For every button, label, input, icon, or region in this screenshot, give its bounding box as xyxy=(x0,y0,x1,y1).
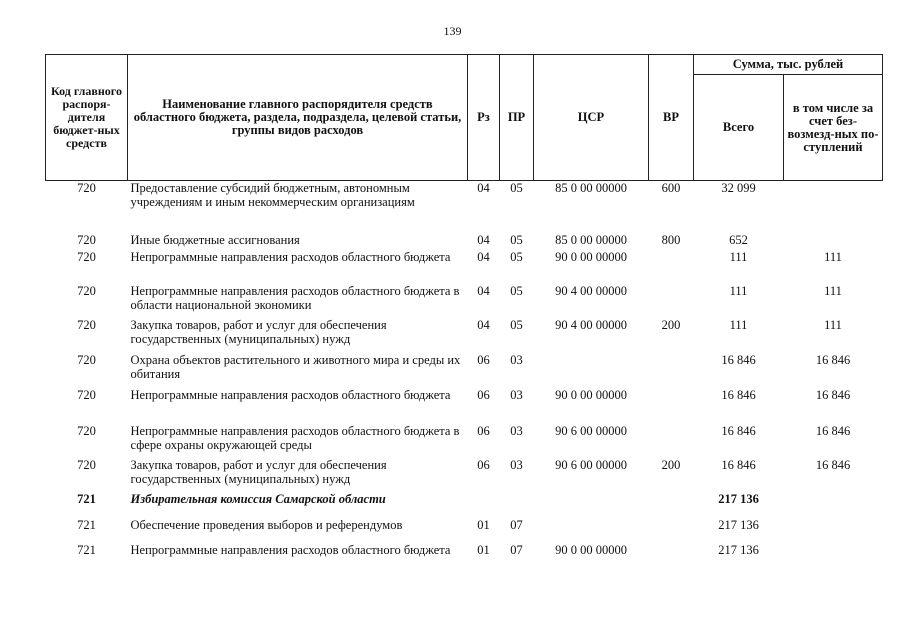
cell-pr: 07 xyxy=(510,517,523,532)
cell-free: 16 846 xyxy=(815,387,851,402)
cell-csr: 90 6 00 00000 xyxy=(555,423,627,438)
cell-name: Непрограммные направления расходов областного бюджета xyxy=(130,249,451,264)
cell-csr xyxy=(534,492,649,518)
cell-vr xyxy=(649,518,694,543)
table-body xyxy=(46,181,883,577)
cell-name: Обеспечение проведения выборов и референдумов xyxy=(130,517,403,532)
header-rz: Рз xyxy=(468,55,500,181)
cell-name: Непрограммные направления расходов областного бюджета xyxy=(130,542,451,557)
table-row xyxy=(46,284,883,318)
cell-code: 721 xyxy=(77,517,96,532)
cell-pr: 05 xyxy=(510,249,523,264)
cell-name: Непрограммные направления расходов областного бюджета в сфере охраны окружающей среды xyxy=(130,423,460,452)
cell-vr xyxy=(649,492,694,518)
cell-total: 111 xyxy=(729,249,748,264)
cell-vr xyxy=(649,353,694,388)
table-row xyxy=(46,388,883,424)
header-csr: ЦСР xyxy=(534,55,649,181)
header-pr: ПР xyxy=(500,55,534,181)
cell-csr: 90 0 00 00000 xyxy=(555,542,627,557)
cell-pr: 03 xyxy=(510,387,523,402)
cell-total: 16 846 xyxy=(721,423,756,438)
header-name: Наименование главного распорядителя средств областного бюджета, раздела, подраздела, целевой статьи, группы видов расходов xyxy=(128,55,468,181)
cell-rz xyxy=(468,492,500,518)
cell-code: 720 xyxy=(77,283,96,298)
cell-vr xyxy=(649,250,694,284)
cell-vr xyxy=(649,424,694,458)
table-row xyxy=(46,233,883,250)
cell-pr: 07 xyxy=(510,542,523,557)
cell-code: 720 xyxy=(77,423,96,438)
cell-name: Избирательная комиссия Самарской области xyxy=(130,491,386,506)
table-header xyxy=(46,55,883,181)
header-free: в том числе за счет без-возмезд-ных по-ступлений xyxy=(784,75,883,181)
cell-vr xyxy=(649,543,694,577)
cell-csr: 90 0 00 00000 xyxy=(555,249,627,264)
cell-total: 217 136 xyxy=(718,491,759,506)
cell-pr xyxy=(500,492,534,518)
cell-csr xyxy=(534,353,649,388)
cell-vr xyxy=(649,284,694,318)
cell-csr: 85 0 00 00000 xyxy=(555,181,627,195)
table-row xyxy=(46,318,883,353)
table-row xyxy=(46,250,883,284)
cell-pr: 03 xyxy=(510,352,523,367)
cell-rz: 01 xyxy=(477,542,490,557)
table-row xyxy=(46,458,883,492)
cell-vr: 200 xyxy=(661,457,681,472)
cell-code: 720 xyxy=(77,181,96,195)
cell-free: 111 xyxy=(824,283,842,298)
cell-name: Иные бюджетные ассигнования xyxy=(130,232,300,247)
cell-rz: 06 xyxy=(477,423,490,438)
cell-csr: 85 0 00 00000 xyxy=(555,232,627,247)
cell-rz: 06 xyxy=(477,387,490,402)
cell-name: Закупка товаров, работ и услуг для обеспечения государственных (муниципальных) нужд xyxy=(130,317,387,346)
cell-rz: 06 xyxy=(477,457,490,472)
table-row xyxy=(46,181,883,233)
cell-rz: 04 xyxy=(477,181,490,195)
cell-code: 720 xyxy=(77,387,96,402)
cell-free xyxy=(784,492,883,518)
cell-total: 217 136 xyxy=(718,542,759,557)
cell-pr: 05 xyxy=(510,181,523,195)
cell-free: 111 xyxy=(824,249,842,264)
cell-csr xyxy=(534,518,649,543)
cell-pr: 05 xyxy=(510,232,523,247)
cell-vr: 600 xyxy=(661,181,681,195)
cell-code: 720 xyxy=(77,317,96,332)
cell-name: Закупка товаров, работ и услуг для обеспечения государственных (муниципальных) нужд xyxy=(130,457,387,486)
cell-name: Непрограммные направления расходов областного бюджета в области национальной экономики xyxy=(130,283,460,312)
cell-name: Непрограммные направления расходов областного бюджета xyxy=(130,387,451,402)
cell-code: 720 xyxy=(77,249,96,264)
cell-free xyxy=(784,233,883,250)
cell-csr: 90 6 00 00000 xyxy=(555,457,627,472)
cell-total: 652 xyxy=(729,232,748,247)
cell-csr: 90 4 00 00000 xyxy=(555,283,627,298)
cell-total: 16 846 xyxy=(721,352,756,367)
cell-csr: 90 4 00 00000 xyxy=(555,317,627,332)
cell-free: 111 xyxy=(824,317,842,332)
cell-rz: 04 xyxy=(477,232,490,247)
budget-table xyxy=(45,54,883,577)
cell-code: 721 xyxy=(77,542,96,557)
cell-rz: 04 xyxy=(477,317,490,332)
cell-free: 16 846 xyxy=(815,423,851,438)
header-total: Всего xyxy=(694,75,784,181)
table-row xyxy=(46,543,883,577)
cell-total: 16 846 xyxy=(721,457,756,472)
cell-pr: 05 xyxy=(510,317,523,332)
cell-total: 16 846 xyxy=(721,387,756,402)
cell-total: 32 099 xyxy=(721,181,756,195)
cell-rz: 06 xyxy=(477,352,490,367)
header-code: Код главного распоря-дителя бюджет-ных средств xyxy=(46,55,128,181)
cell-rz: 01 xyxy=(477,517,490,532)
cell-free: 16 846 xyxy=(815,457,851,472)
cell-pr: 05 xyxy=(510,283,523,298)
cell-csr: 90 0 00 00000 xyxy=(555,387,627,402)
cell-vr xyxy=(649,388,694,424)
cell-total: 217 136 xyxy=(718,517,759,532)
cell-rz: 04 xyxy=(477,249,490,264)
table-row xyxy=(46,424,883,458)
cell-total: 111 xyxy=(729,283,748,298)
cell-code: 720 xyxy=(77,352,96,367)
cell-free xyxy=(784,181,883,233)
header-sum-group: Сумма, тыс. рублей xyxy=(694,55,883,75)
page-number: 139 xyxy=(443,24,462,38)
cell-total: 111 xyxy=(729,317,748,332)
cell-pr: 03 xyxy=(510,423,523,438)
cell-name: Предоставление субсидий бюджетным, автономным учреждениям и иным некоммерческим организациям xyxy=(130,181,415,209)
cell-free xyxy=(784,543,883,577)
cell-code: 721 xyxy=(77,491,96,506)
cell-pr: 03 xyxy=(510,457,523,472)
cell-rz: 04 xyxy=(477,283,490,298)
cell-vr: 200 xyxy=(661,317,681,332)
table-row xyxy=(46,518,883,543)
cell-name: Охрана объектов растительного и животного мира и среды их обитания xyxy=(130,352,461,381)
table-row xyxy=(46,492,883,518)
cell-code: 720 xyxy=(77,232,96,247)
cell-free xyxy=(784,518,883,543)
cell-free: 16 846 xyxy=(815,352,851,367)
header-vr: ВР xyxy=(649,55,694,181)
table-row xyxy=(46,353,883,388)
cell-vr: 800 xyxy=(661,232,681,247)
cell-code: 720 xyxy=(77,457,96,472)
